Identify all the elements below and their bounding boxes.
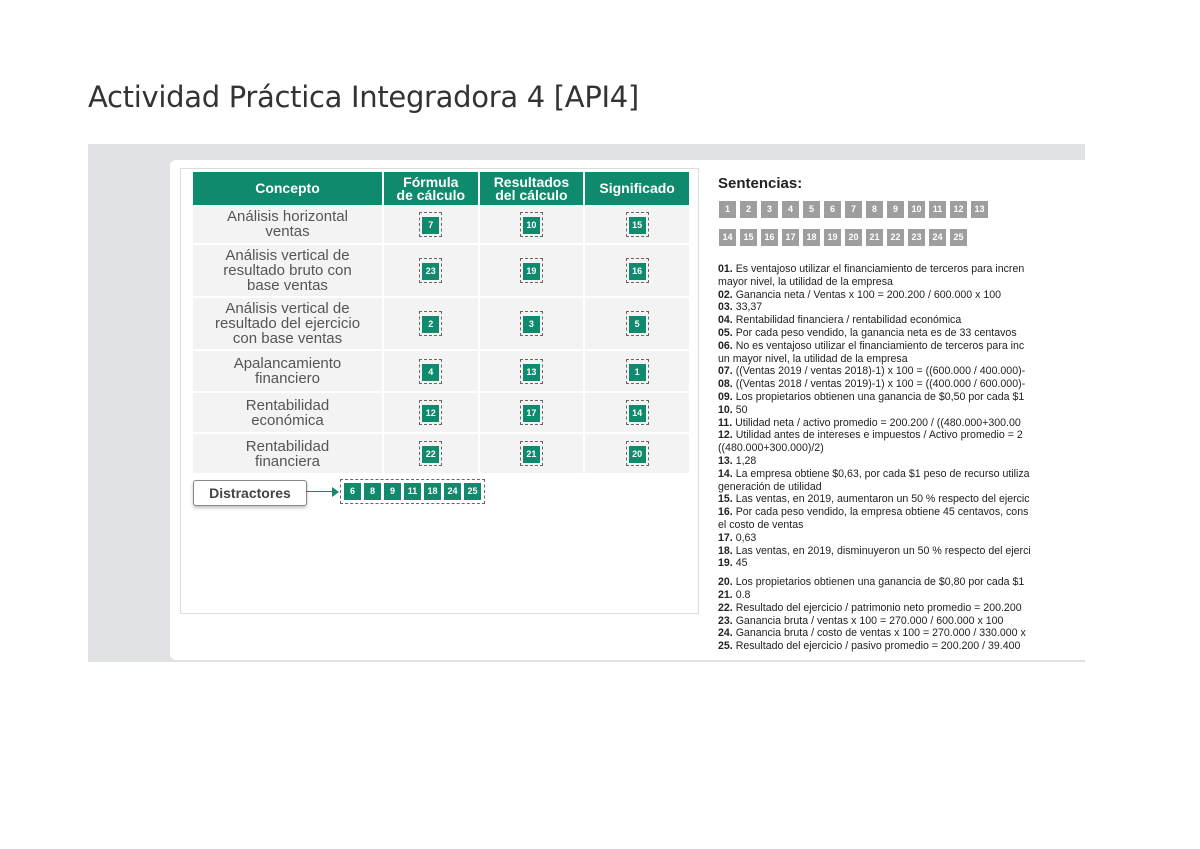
bank-tile[interactable]: 6 [824, 201, 841, 218]
significado-cell [584, 205, 689, 244]
header-resultados [479, 172, 585, 205]
sentence-number: 01. [718, 263, 733, 275]
sentence-line [718, 340, 1085, 353]
sentence-line [718, 493, 1085, 506]
distractor-tile[interactable]: 25 [464, 483, 481, 500]
sentence-line [718, 481, 1085, 494]
answer-tile[interactable]: 20 [629, 446, 646, 463]
bank-tile[interactable]: 13 [971, 201, 988, 218]
tile-bank-row-1 [719, 201, 1089, 218]
sentence-number: 07. [718, 365, 733, 378]
resultado-dropzone[interactable] [520, 311, 543, 336]
sentence-line [718, 301, 1085, 314]
bank-tile[interactable]: 20 [845, 229, 862, 246]
resultado-cell [479, 205, 585, 244]
bank-tile[interactable]: 9 [887, 201, 904, 218]
bank-tile[interactable]: 5 [803, 201, 820, 218]
answer-tile[interactable]: 22 [422, 446, 439, 463]
bank-tile[interactable]: 21 [866, 229, 883, 246]
answer-tile[interactable]: 2 [422, 316, 439, 333]
bank-tile[interactable]: 25 [950, 229, 967, 246]
answer-tile[interactable]: 17 [523, 405, 540, 422]
sentence-number: 12. [718, 429, 733, 442]
resultado-cell [479, 297, 585, 350]
distractor-tile[interactable]: 8 [364, 483, 381, 500]
sentence-number: 14. [718, 467, 733, 480]
concept-label: Análisis horizontal [227, 208, 348, 225]
sentence-text: Utilidad antes de intereses e impuestos / Activo promedio = 2 [735, 429, 1023, 442]
sentence-line [718, 365, 1085, 378]
formula-cell [383, 392, 479, 433]
sentence-text: Las ventas, en 2019, aumentaron un 50 % respecto del ejercic [735, 493, 1030, 506]
sentence-number: 19. [718, 557, 733, 570]
answer-tile[interactable]: 14 [629, 405, 646, 422]
bank-tile[interactable]: 18 [803, 229, 820, 246]
answer-tile[interactable]: 5 [629, 316, 646, 333]
answer-tile[interactable]: 13 [523, 364, 540, 381]
bank-tile[interactable]: 12 [950, 201, 967, 218]
distractor-tile[interactable]: 18 [424, 483, 441, 500]
header-concepto [193, 172, 383, 205]
header-label: Significado [599, 180, 675, 196]
distractor-dropzone[interactable] [340, 479, 485, 504]
bank-tile[interactable]: 24 [929, 229, 946, 246]
formula-cell [383, 205, 479, 244]
header-significado [584, 172, 689, 205]
sentence-text: ((480.000+300.000)/2) [718, 442, 824, 455]
answer-tile[interactable]: 3 [523, 316, 540, 333]
significado-dropzone[interactable] [626, 400, 649, 425]
sentence-text: La empresa obtiene $0,63, por cada $1 peso de recurso utiliza [735, 467, 1030, 480]
significado-cell [584, 297, 689, 350]
answer-tile[interactable]: 16 [629, 263, 646, 280]
table-row [193, 297, 689, 350]
formula-cell [383, 433, 479, 474]
header-label: de cálculo [396, 186, 466, 203]
significado-dropzone[interactable] [626, 441, 649, 466]
significado-cell [584, 350, 689, 392]
sentence-text: mayor nivel, la utilidad de la empresa [718, 275, 893, 288]
bank-tile[interactable]: 23 [908, 229, 925, 246]
resultado-cell [479, 433, 585, 474]
concept-label: resultado bruto con [223, 262, 352, 279]
significado-dropzone[interactable] [626, 311, 649, 336]
sentence-line [718, 506, 1085, 519]
sentence-number: 04. [718, 314, 733, 327]
resultado-cell [479, 350, 585, 392]
sentence-number: 22. [718, 601, 733, 614]
sentence-text: 33,37 [735, 301, 763, 314]
bank-tile[interactable]: 3 [761, 201, 778, 218]
sentence-line [718, 545, 1085, 558]
resultado-dropzone[interactable] [520, 212, 543, 237]
significado-cell [584, 392, 689, 433]
answer-tile[interactable]: 12 [422, 405, 439, 422]
sentence-number: 25. [718, 640, 733, 653]
table-row [193, 433, 689, 474]
sentence-line [718, 519, 1085, 532]
sentence-line [718, 627, 1085, 640]
bank-tile[interactable]: 15 [740, 229, 757, 246]
sentence-number: 18. [718, 544, 733, 557]
sentence-line [718, 615, 1085, 628]
bank-tile[interactable]: 16 [761, 229, 778, 246]
sentence-line [718, 327, 1085, 340]
concept-cell [193, 297, 383, 350]
table-row [193, 392, 689, 433]
sentence-line [718, 532, 1085, 545]
tile-bank-row-2 [719, 229, 1089, 246]
bank-tile[interactable]: 8 [866, 201, 883, 218]
sentence-number: 16. [718, 506, 733, 519]
significado-cell [584, 433, 689, 474]
concept-cell [193, 244, 383, 297]
significado-cell [584, 244, 689, 297]
bank-tile[interactable]: 2 [740, 201, 757, 218]
concept-label: económica [251, 411, 324, 429]
significado-dropzone[interactable] [626, 212, 649, 237]
sentence-text: Por cada peso vendido, la ganancia neta es de 33 centavos [735, 326, 1017, 339]
answer-tile[interactable]: 19 [523, 263, 540, 280]
sentence-number: 17. [718, 531, 733, 544]
sentence-line [718, 640, 1085, 653]
concept-label: financiera [254, 452, 321, 470]
sentence-line [718, 417, 1085, 430]
sentence-line [718, 589, 1085, 602]
header-label: del cálculo [495, 186, 568, 203]
sentence-number: 15. [718, 493, 733, 506]
concept-label: financiero [254, 370, 321, 387]
sentence-text: Por cada peso vendido, la empresa obtiene 45 centavos, cons [735, 506, 1029, 519]
sentence-text: 50 [735, 403, 748, 416]
formula-cell [383, 350, 479, 392]
concept-cell [193, 350, 383, 392]
header-formula [383, 172, 479, 205]
distractor-tile[interactable]: 6 [344, 483, 361, 500]
sentence-line [718, 557, 1085, 570]
sentence-line [718, 276, 1085, 289]
sentence-text: generación de utilidad [718, 480, 822, 493]
formula-cell [383, 244, 479, 297]
arrow-right-icon [332, 487, 339, 497]
header-label: Fórmula [403, 173, 459, 190]
formula-dropzone[interactable] [419, 258, 442, 283]
sentence-line [718, 442, 1085, 455]
concept-cell [193, 392, 383, 433]
sentence-text: 1,28 [735, 454, 757, 467]
answer-tile[interactable]: 1 [629, 364, 646, 381]
concepts-table [193, 172, 689, 475]
concept-label: con base ventas [232, 330, 343, 347]
concept-label: Rentabilidad [245, 437, 330, 455]
significado-dropzone[interactable] [626, 359, 649, 384]
sentence-number: 21. [718, 588, 733, 601]
sentence-line [718, 455, 1085, 468]
sentence-number: 09. [718, 390, 733, 403]
concept-label: Análisis vertical de [225, 247, 350, 264]
sentences-title: Sentencias: [718, 175, 803, 192]
concept-label: ventas [265, 223, 310, 240]
sentence-number: 24. [718, 627, 733, 640]
sentence-number: 06. [718, 339, 733, 352]
table-row [193, 350, 689, 392]
answer-tile[interactable]: 7 [422, 217, 439, 234]
sentence-number: 11. [718, 416, 733, 429]
sentence-line [718, 391, 1085, 404]
concept-label: resultado del ejercicio [214, 315, 361, 332]
concept-label: base ventas [247, 277, 328, 294]
distractor-tile[interactable]: 9 [384, 483, 401, 500]
concept-label: Rentabilidad [245, 396, 330, 414]
header-label: Concepto [255, 180, 320, 196]
sentence-text: No es ventajoso utilizar el financiamiento de terceros para inc [735, 339, 1025, 352]
sentence-number: 13. [718, 454, 733, 467]
page-title: Actividad Práctica Integradora 4 [API4] [88, 80, 639, 114]
bank-tile[interactable]: 22 [887, 229, 904, 246]
bank-tile[interactable]: 14 [719, 229, 736, 246]
sentence-line [718, 429, 1085, 442]
sentence-text: Los propietarios obtienen una ganancia de $0,50 por cada $1 [735, 390, 1025, 403]
table-row [193, 244, 689, 297]
sentence-text: ((Ventas 2018 / ventas 2019)-1) x 100 = ((400.000 / 600.000)- [735, 378, 1026, 391]
sentence-text: Ganancia bruta / ventas x 100 = 270.000 / 600.000 x 100 [735, 614, 1004, 627]
sentence-text: 0,63 [735, 531, 757, 544]
sentence-line [718, 468, 1085, 481]
resultado-dropzone[interactable] [520, 400, 543, 425]
sentence-line [718, 602, 1085, 615]
sentence-text: Las ventas, en 2019, disminuyeron un 50 % respecto del ejerci [735, 544, 1031, 557]
sentence-number: 03. [718, 301, 733, 314]
sentence-line [718, 378, 1085, 391]
sentence-text: Resultado del ejercicio / patrimonio neto promedio = 200.200 [735, 601, 1022, 614]
answer-tile[interactable]: 23 [422, 263, 439, 280]
sentence-line [718, 289, 1085, 302]
resultado-dropzone[interactable] [520, 258, 543, 283]
concept-label: Análisis vertical de [225, 300, 350, 317]
table-row [193, 205, 689, 244]
formula-dropzone[interactable] [419, 441, 442, 466]
bank-tile[interactable]: 11 [929, 201, 946, 218]
bank-tile[interactable]: 17 [782, 229, 799, 246]
bank-tile[interactable]: 19 [824, 229, 841, 246]
bank-tile[interactable]: 4 [782, 201, 799, 218]
sentence-text: Los propietarios obtienen una ganancia de $0,80 por cada $1 [735, 576, 1025, 589]
bank-tile[interactable]: 1 [719, 201, 736, 218]
formula-dropzone[interactable] [419, 359, 442, 384]
sentence-text: Rentabilidad financiera / rentabilidad económica [735, 314, 962, 327]
sentence-line [718, 314, 1085, 327]
sentence-text: 45 [735, 557, 748, 570]
sentence-text: Ganancia bruta / costo de ventas x 100 = 270.000 / 330.000 x [735, 627, 1026, 640]
resultado-cell [479, 392, 585, 433]
formula-dropzone[interactable] [419, 212, 442, 237]
sentence-number: 20. [718, 576, 733, 589]
concept-label: Apalancamiento [233, 355, 342, 372]
sentence-number: 10. [718, 403, 733, 416]
arrow-line [306, 491, 334, 492]
sentence-line [718, 263, 1085, 276]
significado-dropzone[interactable] [626, 258, 649, 283]
sentence-text: ((Ventas 2019 / ventas 2018)-1) x 100 = ((600.000 / 400.000)- [735, 365, 1026, 378]
formula-dropzone[interactable] [419, 311, 442, 336]
answer-tile[interactable]: 4 [422, 364, 439, 381]
sentences-list [718, 263, 1085, 653]
concept-cell [193, 433, 383, 474]
answer-tile[interactable]: 15 [629, 217, 646, 234]
formula-cell [383, 297, 479, 350]
sentence-number: 08. [718, 378, 733, 391]
bank-tile[interactable]: 10 [908, 201, 925, 218]
sentence-text: Resultado del ejercicio / pasivo promedio = 200.200 / 39.400 [735, 640, 1021, 653]
sentence-number: 23. [718, 614, 733, 627]
sentence-number: 05. [718, 326, 733, 339]
concept-cell [193, 205, 383, 244]
bank-tile[interactable]: 7 [845, 201, 862, 218]
sentence-text: Es ventajoso utilizar el financiamiento de terceros para incren [735, 263, 1025, 275]
answer-tile[interactable]: 10 [523, 217, 540, 234]
sentence-text: el costo de ventas [718, 518, 804, 531]
header-label: Resultados [493, 173, 570, 190]
distractor-tile[interactable]: 24 [444, 483, 461, 500]
resultado-dropzone[interactable] [520, 359, 543, 384]
resultado-cell [479, 244, 585, 297]
sentence-line [718, 353, 1085, 366]
sentence-text: Utilidad neta / activo promedio = 200.200 / ((480.000+300.00 [735, 416, 1021, 429]
distractor-tile[interactable]: 11 [404, 483, 421, 500]
formula-dropzone[interactable] [419, 400, 442, 425]
sentence-text: 0.8 [735, 588, 751, 601]
sentence-line [718, 404, 1085, 417]
sentence-text: un mayor nivel, la utilidad de la empresa [718, 352, 908, 365]
resultado-dropzone[interactable] [520, 441, 543, 466]
answer-tile[interactable]: 21 [523, 446, 540, 463]
sentence-line [718, 576, 1085, 589]
sentence-number: 02. [718, 288, 733, 301]
table-header-row [193, 172, 689, 205]
distractores-button[interactable]: Distractores [193, 480, 307, 506]
sentence-text: Ganancia neta / Ventas x 100 = 200.200 / 600.000 x 100 [735, 288, 1002, 301]
